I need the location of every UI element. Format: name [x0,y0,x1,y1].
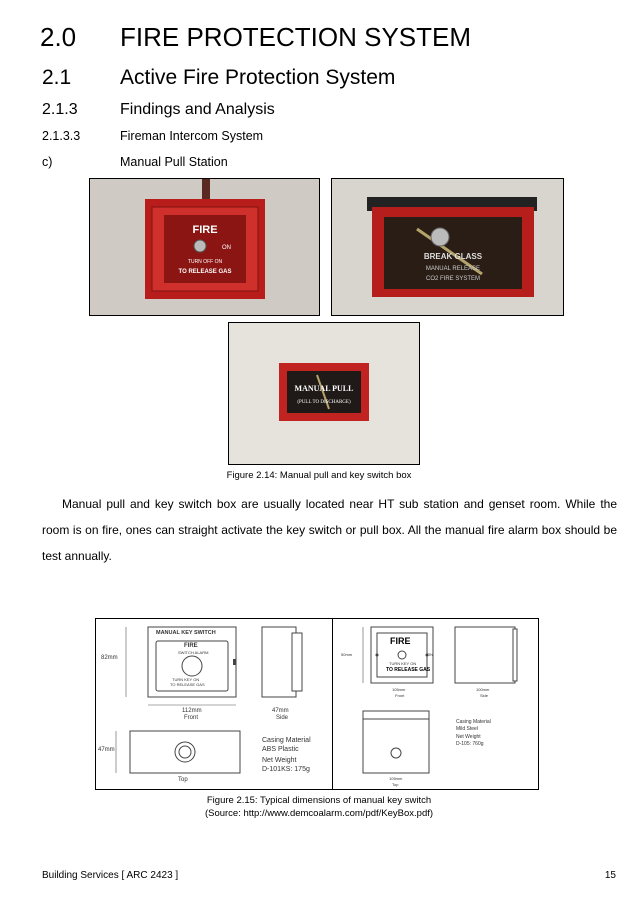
left-casing-value: ABS Plastic [262,746,299,753]
left-weight-value: D-101KS: 175g [262,766,310,773]
manual-pull-box-illustration [229,323,419,464]
figure-2-14-caption: Figure 2.14: Manual pull and key switch box [226,470,412,481]
figure-2-15-source: (Source: http://www.demcoalarm.com/pdf/KeyBox.pdf) [204,808,434,819]
right-top-label: Top [392,782,399,787]
subsection-title: Active Fire Protection System [120,66,396,89]
left-top-label: Top [178,777,188,783]
section-title: FIRE PROTECTION SYSTEM [120,22,472,52]
left-dim-width: 112mm [182,708,202,714]
left-dim-top: 47mm [98,747,115,753]
photo3-line2: (PULL TO DISCHARGE) [297,400,351,405]
photo2-line2: MANUAL RELEASE [425,266,481,272]
section-number: 2.0 [40,22,77,52]
figure-2-15-caption: Figure 2.15: Typical dimensions of manual key switch [206,795,432,806]
right-dim-width: 105mm [392,687,406,692]
footer-course: Building Services [ ARC 2423 ] [42,870,179,881]
photo1-line1: TURN OFF ON [187,259,223,265]
left-dim-height: 82mm [101,655,118,661]
left-fire-text: FIRE [184,643,198,649]
left-front-label: Front [184,715,199,721]
item-heading [42,155,228,169]
right-on-text: ON [427,652,433,657]
left-switch-alarm: SWITCH ALARM [178,650,209,655]
right-casing-label: Casing Material [456,719,491,725]
left-turn-text-1: TURN KEY ON [172,677,200,682]
item-number: c) [42,155,53,169]
right-turn-text-2: TO RELEASE GAS [386,667,431,673]
topic-number: 2.1.3.3 [42,129,81,143]
section-heading [40,22,471,53]
left-side-label: Side [276,715,289,721]
right-turn-text-1: TURN KEY ON [389,661,417,666]
photo1-line2: TO RELEASE GAS [178,269,232,275]
body-paragraph: Manual pull and key switch box are usually located near HT sub station and genset room. While the room is on fire, ones can straight activate the key switch or pull box. All the manual fire alarm box should be test annually. [42,497,617,563]
subsection-number: 2.1 [42,66,72,89]
right-casing-value: Mild Steel [456,726,478,732]
right-weight-label: Net Weight [456,734,481,740]
right-dim-top: 105mm [389,776,403,781]
subsubsection-number: 2.1.3 [42,101,78,118]
right-dim-height: 50mm [341,652,353,657]
photo2-line1: BREAK GLASS [423,252,483,261]
left-weight-label: Net Weight [262,757,297,764]
photo2-line3: CO2 FIRE SYSTEM [425,276,481,282]
left-dim-depth: 47mm [272,708,289,714]
photo-manual-pull-box [228,322,420,465]
photo-break-glass-box [331,178,564,316]
photo1-fire-text: FIRE [192,224,218,236]
page-number: 15 [604,870,616,881]
dimension-diagram [95,618,539,790]
key-switch-box-illustration [90,179,319,315]
subsubsection-title: Findings and Analysis [120,101,275,118]
right-fire-text: FIRE [390,636,411,646]
photo-key-switch-box [89,178,320,316]
break-glass-box-illustration [332,179,563,315]
topic-title: Fireman Intercom System [120,129,264,143]
left-casing-label: Casing Material [262,737,311,744]
subsubsection-heading [42,101,275,119]
right-side-label: Side [480,693,489,698]
right-weight-value: D-105: 760g [456,741,484,747]
left-turn-text-2: TO RELEASE GAS [170,682,205,687]
right-dim-side: 100mm [476,687,490,692]
subsection-heading [42,66,395,90]
left-box-title: MANUAL KEY SWITCH [156,630,216,636]
break-glass-drawing [333,619,537,789]
right-front-label: Front [395,693,405,698]
topic-heading [42,129,263,143]
photo3-line1: MANUAL PULL [294,384,354,393]
item-title: Manual Pull Station [120,155,228,169]
photo1-on-text: ON [222,245,231,251]
